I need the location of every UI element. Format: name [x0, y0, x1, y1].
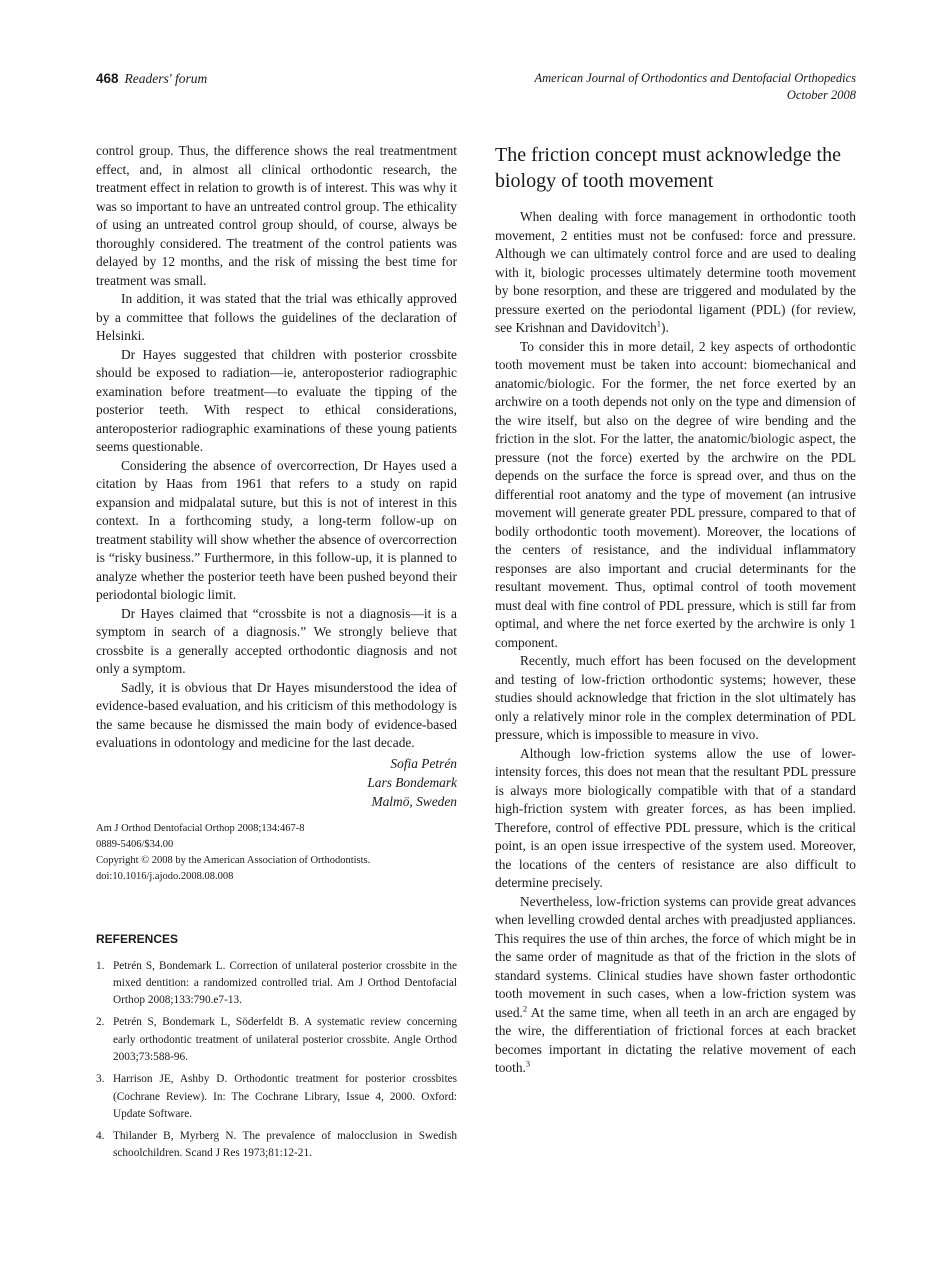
reference-number: 3.	[96, 1073, 105, 1086]
running-header	[96, 70, 856, 110]
author-name: Lars Bondemark	[367, 774, 457, 790]
reference-list	[96, 958, 457, 1163]
reference-item	[96, 1071, 457, 1123]
paragraph-text: When dealing with force management in orthodontic tooth movement, 2 entities must not be confused: force and pressure. Although we can ultimately control force and are used to dealing with it, biologic processes ultimately determine tooth movement by bone resorption, and these are triggered and modulated by the pressure exerted on the periodontal ligament (PDL) (for review, see Krishnan and Davidovitch	[495, 209, 856, 335]
reference-item	[96, 1014, 457, 1066]
paragraph	[495, 893, 856, 1078]
article-title: The friction concept must acknowledge the biology of tooth movement	[495, 144, 841, 192]
issn-line: 0889-5406/$34.00	[96, 838, 174, 850]
reference-item	[96, 1128, 457, 1163]
paragraph-text: Nevertheless, low-friction systems can provide great advances when levelling crowded dental arches with preadjusted appliances. This requires the use of thin arches, the force of which might be in the same order of magnitude as that of the friction in the slots of standard systems. Clinical studies have shown faster orthodontic tooth movement in such cases, when a low-friction system was used.	[495, 893, 856, 1020]
reference-number: 1.	[96, 959, 105, 972]
reference-text: Petrén S, Bondemark L, Söderfeldt B. A systematic review concerning early orthodontic treatment of unilateral posterior crossbite. Angle Orthod 2003;73:588-96.	[113, 1016, 457, 1063]
doi-link[interactable]: doi:10.1016/j.ajodo.2008.08.008	[96, 870, 234, 882]
paragraph: To consider this in more detail, 2 key aspects of orthodontic tooth movement must be taken into account: biomechanical and anatomic/biologic. For the former, the net force exerted by an archwire on a tooth depends not only on the type and dimension of the wire itself, but also on the degree of wire bending and the friction in the slot. For the latter, the anatomic/biologic aspect, the pressure (not the force) exerted by the archwire on the PDL depends on the surface the force is spread over, and thus on the differential root anatomy and the type of movement (an intrusive movement will generate greater PDL pressure, compared to that of bodily orthodontic tooth movement). Moreover, the locations of the centers of resistance, and the individual inflammatory responses are also important and crucial determinants for the resultant movement. Thus, optimal control of tooth movement must deal with fine control of PDL pressure, which is still far from optimal, and where the net force exerted by the archwire is only 1 component.	[495, 338, 856, 650]
paragraph: Dr Hayes suggested that children with posterior crossbite should be exposed to radiation—ie, anteroposterior radiographic examination before treatment—to evaluate the tipping of the posterior teeth. With respect to ethical considerations, anteroposterior radiographic examinations of these young patients seems questionable.	[96, 346, 457, 454]
header-left	[96, 70, 207, 87]
paragraph: Sadly, it is obvious that Dr Hayes misunderstood the idea of evidence-based evaluation, and his criticism of this methodology is the same because he dismissed the main body of evidence-based evaluations in odontology and medicine for the last decade.	[96, 679, 457, 750]
citation-meta	[96, 821, 457, 885]
header-right	[535, 70, 857, 104]
citation-line: Am J Orthod Dentofacial Orthop 2008;134:467-8	[96, 822, 305, 834]
paragraph-text: ).	[661, 320, 669, 335]
paragraph: Considering the absence of overcorrection, Dr Hayes used a citation by Haas from 1961 that refers to a study on rapid expansion and midpalatal suture, but this is not of interest in this context. In a forthcoming study, a long-term follow-up on treatment stability will show whether the absence of overcorrection is “risky business.” Furthermore, in this follow-up, it is planned to analyze whether the posterior teeth have been pushed beyond their periodontal biologic limit.	[96, 457, 457, 602]
issue-date: October 2008	[786, 88, 856, 102]
references-heading: REFERENCES	[96, 931, 179, 946]
copyright-line: Copyright © 2008 by the American Association of Orthodontists.	[96, 854, 371, 866]
citation-superscript[interactable]: 2	[522, 1003, 528, 1014]
reference-text: Thilander B, Myrberg N. The prevalence of malocclusion in Swedish schoolchildren. Scand J Res 1973;81:12-21.	[113, 1130, 457, 1160]
citation-superscript[interactable]: 3	[525, 1058, 531, 1069]
page-number: 468	[96, 71, 119, 86]
paragraph: Although low-friction systems allow the use of lower-intensity forces, this does not mean that the resultant PDL pressure is always more biologically compatible with that of a standard high-friction system with greater forces, as has been implied. Therefore, control of effective PDL pressure, which is the critical point, is an open issue irrespective of the system used. Moreover, the locations of the centers of resistance are also difficult to determine precisely.	[495, 745, 856, 890]
reference-text: Harrison JE, Ashby D. Orthodontic treatment for posterior crossbites (Cochrane Review). In: The Cochrane Library, Issue 4, 2000. Oxford: Update Software.	[113, 1073, 457, 1120]
reference-text: Petrén S, Bondemark L. Correction of unilateral posterior crossbite in the mixed dentition: a randomized controlled trial. Am J Orthod Dentofacial Orthop 2008;133:790.e7-13.	[113, 959, 457, 1007]
journal-name: American Journal of Orthodontics and Dentofacial Orthopedics	[534, 71, 856, 85]
paragraph-text: At the same time, when all teeth in an arch are engaged by the wire, the differentiation of frictional forces at each bracket becomes important in dictating the relative movement of each tooth.	[495, 1004, 856, 1075]
paragraph: Dr Hayes claimed that “crossbite is not a diagnosis—it is a symptom in search of a diagnosis.” We strongly believe that crossbite is a generally accepted orthodontic diagnosis and not only a symptom.	[96, 605, 457, 676]
left-column	[96, 142, 457, 1168]
author-name: Sofia Petrén	[390, 755, 457, 771]
section-name: Readers' forum	[124, 71, 208, 86]
right-column	[495, 142, 856, 1078]
reference-number: 4.	[96, 1130, 105, 1143]
author-signature	[96, 754, 457, 811]
paragraph: control group. Thus, the difference shows the real treatmentment effect, and, in almost all clinical orthodontic research, the treatment effect in relation to growth is of interest. This was why it was so important to have an untreated control group. The ethicality of using an untreated control group should, of course, always be thoroughly considered. The treatment of the control patients was delayed by 12 months, and the risk of missing the best time for treatment was small.	[96, 143, 457, 288]
paragraph	[495, 208, 856, 338]
citation-superscript[interactable]: 1	[656, 318, 662, 329]
paragraph: In addition, it was stated that the trial was ethically approved by a committee that follows the guidelines of the declaration of Helsinki.	[96, 291, 457, 343]
reference-number: 2.	[96, 1016, 105, 1029]
author-location: Malmö, Sweden	[371, 793, 457, 809]
paragraph: Recently, much effort has been focused on the development and testing of low-friction orthodontic systems; however, these studies should acknowledge that friction in the slot ultimately has only a relatively minor role in the complex determination of PDL pressure, which is impossible to measure in vivo.	[495, 653, 856, 742]
reference-item	[96, 958, 457, 1010]
